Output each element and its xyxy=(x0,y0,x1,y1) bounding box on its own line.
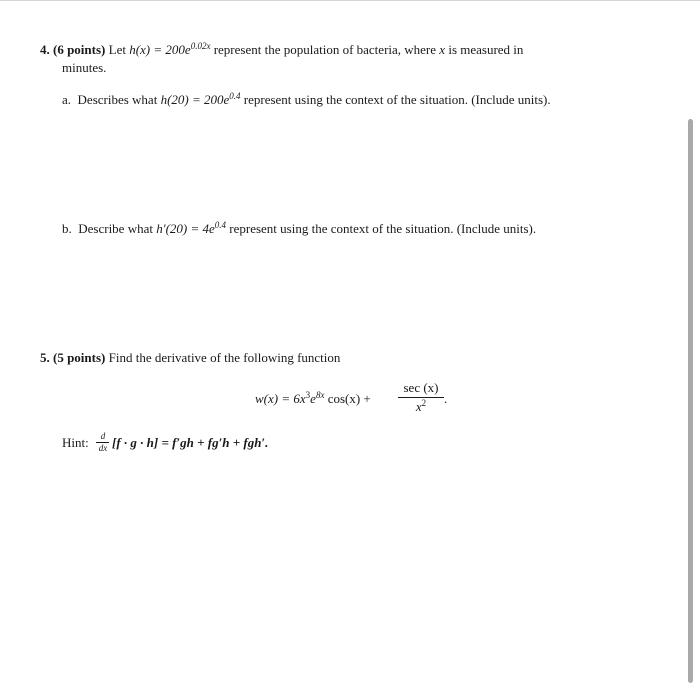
question-4-exponent: 0.02x xyxy=(190,41,211,51)
question-5-number: 5. xyxy=(40,350,50,365)
question-4-intro-a: Let xyxy=(108,42,130,57)
part-a-label: a. xyxy=(62,92,72,107)
question-4-part-b xyxy=(62,221,536,237)
question-5-line-1 xyxy=(40,350,340,366)
question-4-intro-b: represent the population of bacteria, where xyxy=(210,42,440,57)
equation-denominator-x: x xyxy=(415,399,422,414)
part-a-text-a: Describes what xyxy=(77,92,161,107)
question-4-points: (6 points) xyxy=(53,42,106,57)
part-b-expression: h′(20) = 4e xyxy=(156,221,215,236)
equation-w-of-x: w(x) = 6x xyxy=(255,391,306,406)
question-4-function: h(x) = 200e xyxy=(129,42,191,57)
equation-denominator-power: 2 xyxy=(421,398,427,408)
part-b-text-b: represent using the context of the situation. (Include units). xyxy=(226,221,537,236)
question-5-text: Find the derivative of the following function xyxy=(108,350,341,365)
part-b-exponent: 0.4 xyxy=(214,220,227,230)
question-4-intro-c: is measured in xyxy=(445,42,524,57)
question-4-number: 4. xyxy=(40,42,50,57)
question-4-line-1 xyxy=(40,42,523,58)
equation-period: . xyxy=(444,391,448,406)
hint-product-rule: [f · g · h] = f′gh + fg′h + fgh′. xyxy=(112,435,269,450)
equation-denominator xyxy=(398,399,444,415)
equation-e: e xyxy=(310,391,316,406)
equation-numerator: sec (x) xyxy=(403,380,439,395)
part-b-text-a: Describe what xyxy=(78,221,157,236)
hint-d-denominator: dx xyxy=(98,443,108,453)
equation-exponent-8x: 8x xyxy=(315,390,325,400)
equation-power-3: 3 xyxy=(305,390,311,400)
question-4-variable: x xyxy=(439,42,446,57)
vertical-scrollbar[interactable] xyxy=(688,119,693,683)
hint-label: Hint: xyxy=(62,435,89,450)
part-a-exponent: 0.4 xyxy=(229,91,241,101)
equation-cos-term: cos(x) + xyxy=(324,391,371,406)
question-4-line-2: minutes. xyxy=(62,60,107,75)
equation-lhs xyxy=(255,391,371,407)
hint-d-numerator: d xyxy=(100,431,106,441)
question-4-part-a xyxy=(62,92,551,108)
question-5-points: (5 points) xyxy=(53,350,106,365)
part-b-label: b. xyxy=(62,221,72,236)
part-a-text-b: represent using the context of the situation. (Include units). xyxy=(240,92,551,107)
part-a-expression: h(20) = 200e xyxy=(160,92,230,107)
top-border xyxy=(0,0,700,1)
